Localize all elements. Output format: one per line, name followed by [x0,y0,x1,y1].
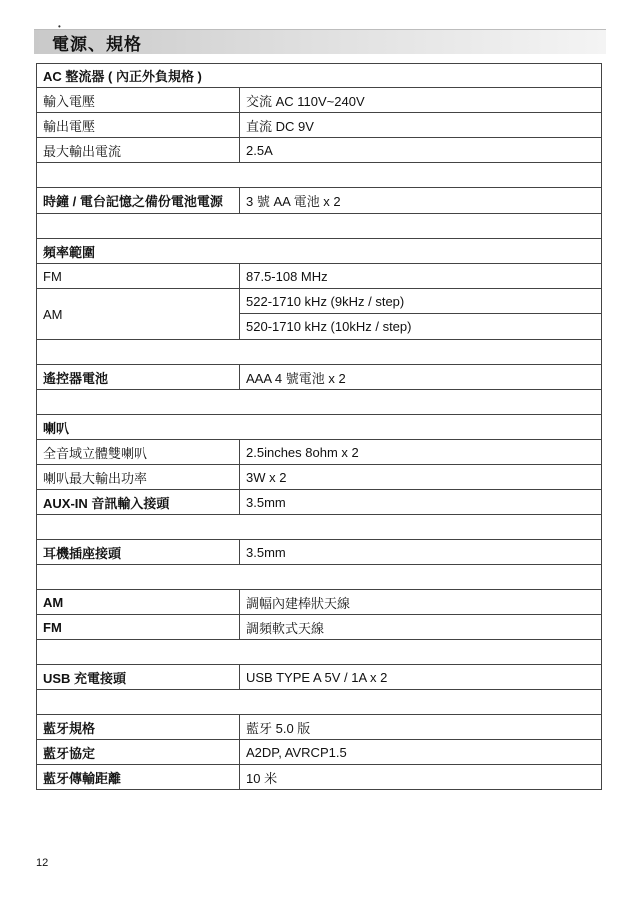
spec-row [36,188,602,214]
spacer-row [36,390,602,415]
spec-label: FM [37,615,240,639]
spec-row [36,590,602,615]
spec-label: 耳機插座接頭 [37,540,240,564]
spec-value: 3.5mm [246,544,286,560]
spec-label: 全音域立體雙喇叭 [37,440,240,464]
spec-value: 3W x 2 [246,469,287,485]
am-frequency-block [36,289,602,340]
spec-label: 最大輸出電流 [37,138,240,162]
spec-value: 10 米 [246,770,278,786]
spec-row [36,465,602,490]
spec-label: 藍牙規格 [37,715,240,739]
spacer-row [36,163,602,188]
spec-label: 喇叭最大輸出功率 [37,465,240,489]
spec-value: USB TYPE A 5V / 1A x 2 [246,669,388,685]
spec-row [36,540,602,565]
spec-row [36,365,602,390]
spec-label: 藍牙協定 [37,740,240,764]
page-title: 電源、規格 [52,35,142,54]
spacer-row [36,214,602,239]
spacer-row [36,565,602,590]
spacer-row [36,515,602,540]
spec-row [36,715,602,740]
ac-section-title: AC 整流器 ( 內正外負規格 ) [43,69,202,84]
spec-row [36,490,602,515]
spec-label: 遙控器電池 [37,365,240,389]
spec-label: AM [37,289,240,339]
section-title-row [36,415,602,440]
spec-value: 522-1710 kHz (9kHz / step) [240,289,601,314]
spec-value: 87.5-108 MHz [246,268,328,284]
spec-value: 藍牙 5.0 版 [246,720,311,736]
spec-row [36,88,602,113]
speaker-section-title: 喇叭 [43,420,70,436]
spec-row [36,440,602,465]
spacer-row [36,340,602,365]
spec-label: USB 充電接頭 [37,665,240,689]
spec-row [36,264,602,289]
spec-value: AAA 4 號電池 x 2 [246,370,346,386]
spec-row [36,665,602,690]
spec-row [36,740,602,765]
spec-label: FM [37,264,240,288]
spec-value: 調幅內建棒狀天線 [246,595,351,611]
spec-value: 3 號 AA 電池 x 2 [246,194,341,209]
spec-label: 時鐘 / 電台記憶之備份電池電源 [37,188,240,213]
section-title-row [36,63,602,88]
spec-label: 輸出電壓 [37,113,240,137]
spec-row [36,615,602,640]
spec-value: 520-1710 kHz (10kHz / step) [246,319,412,334]
freq-section-title: 頻率範圍 [43,244,96,260]
spec-row [36,138,602,163]
spec-label: AM [37,590,240,614]
page-number: 12 [36,857,49,869]
spec-row [36,765,602,790]
am-values [240,289,601,339]
spec-value: 調頻軟式天線 [246,620,325,636]
header-marker-dot: • [58,22,61,31]
spec-label: 輸入電壓 [37,88,240,112]
spec-row [36,113,602,138]
spec-table [36,63,602,790]
spec-label: 藍牙傳輸距離 [37,765,240,789]
spec-value: 2.5A [246,142,273,158]
spec-value: 3.5mm [246,494,286,510]
spec-value: 2.5inches 8ohm x 2 [246,444,359,460]
spacer-row [36,640,602,665]
spec-value: 直流 DC 9V [246,118,314,134]
spacer-row [36,690,602,715]
spec-value: A2DP, AVRCP1.5 [246,744,347,760]
spec-value: 交流 AC 110V~240V [246,93,365,109]
section-title-row [36,239,602,264]
spec-label: AUX-IN 音訊輸入接頭 [37,490,240,514]
